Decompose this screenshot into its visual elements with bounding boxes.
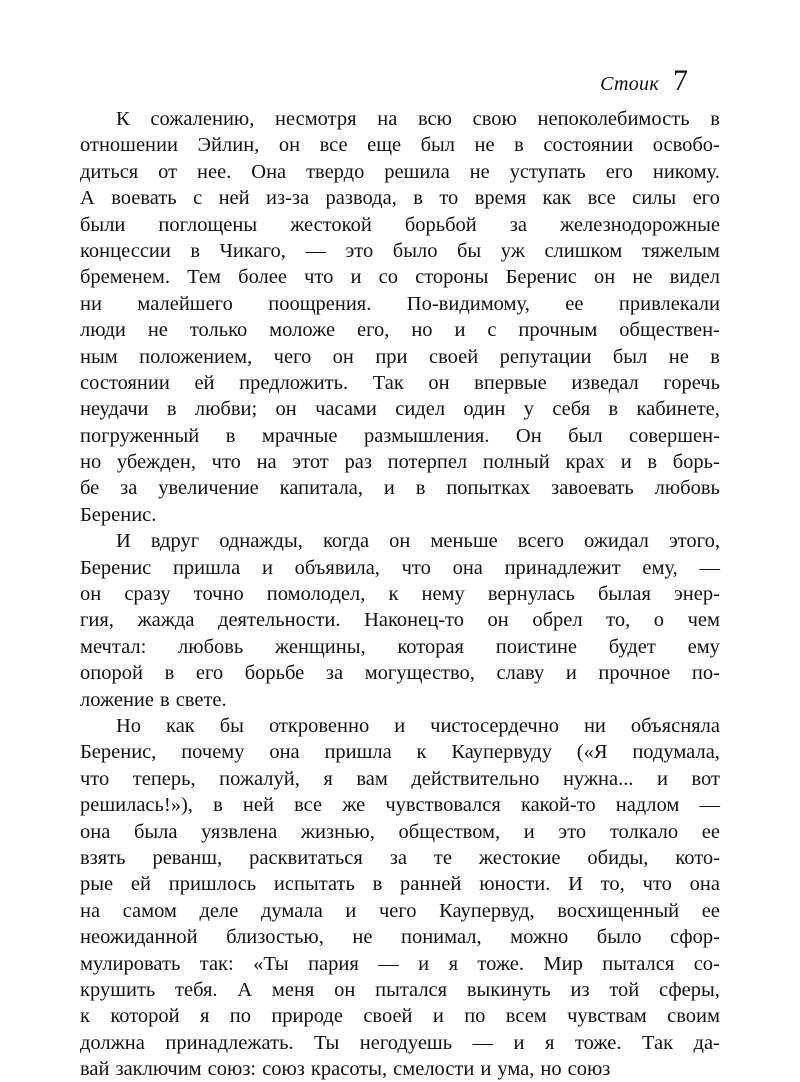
text-line: бременем. Тем более что и со стороны Беренис он не видел bbox=[80, 266, 720, 289]
text-line: крушить тебя. А меня он пытался выкинуть из той сферы, bbox=[80, 978, 720, 1001]
text-line: И вдруг однажды, когда он меньше всего ожидал этого, bbox=[116, 530, 720, 553]
text-line: А воевать с ней из-за развода, в то время как все силы его bbox=[80, 187, 720, 210]
text-line: опорой в его борьбе за могущество, славу и прочное по- bbox=[80, 662, 720, 685]
text-line: погруженный в мрачные размышления. Он был совершен- bbox=[80, 424, 720, 447]
paragraph bbox=[80, 713, 720, 1082]
text-line: гия, жажда деятельности. Наконец-то он обрел то, о чем bbox=[80, 609, 720, 632]
text-line: концессии в Чикаго, — это было бы уж слишком тяжелым bbox=[80, 239, 720, 262]
body-text bbox=[80, 106, 720, 1082]
text-line: Беренис пришла и объявила, что она принадлежит ему, — bbox=[80, 556, 720, 579]
text-line: мечтал: любовь женщины, которая поистине будет ему bbox=[80, 635, 720, 658]
text-line: ложение в свете. bbox=[80, 688, 227, 711]
text-line: мулировать так: «Ты пария — и я тоже. Мир пытался со- bbox=[80, 952, 720, 975]
text-line: должна принадлежать. Ты негодуешь — и я тоже. Так да- bbox=[80, 1031, 720, 1054]
text-line: она была уязвлена жизнью, обществом, и это толкало ее bbox=[80, 820, 720, 843]
text-line: рые ей пришлось испытать в ранней юности. И то, что она bbox=[80, 873, 720, 896]
text-line: отношении Эйлин, он все еще был не в состоянии освобо- bbox=[80, 134, 720, 157]
text-line: К сожалению, несмотря на всю свою непоколебимость в bbox=[116, 108, 720, 130]
text-line: бе за увеличение капитала, и в попытках завоевать любовь bbox=[80, 477, 720, 500]
text-line: люди не только моложе его, но и с прочным обществен- bbox=[80, 319, 720, 342]
paragraph bbox=[80, 528, 720, 713]
text-line: ным положением, чего он при своей репутации был не в bbox=[80, 345, 720, 368]
text-line: решилась!»), в ней все же чувствовался какой-то надлом — bbox=[80, 794, 720, 817]
text-line: диться от нее. Она твердо решила не уступать его никому. bbox=[80, 160, 720, 183]
text-line: неожиданной близостью, не понимал, можно было сфор- bbox=[80, 926, 720, 949]
text-line: но убежден, что на этот раз потерпел полный крах и в борь- bbox=[80, 451, 720, 474]
running-title: Стоик bbox=[600, 73, 659, 95]
text-line: ни малейшего поощрения. По-видимому, ее привлекали bbox=[80, 292, 720, 315]
text-line: состоянии ей предложить. Так он впервые изведал горечь bbox=[80, 371, 720, 394]
text-line: к которой я по природе своей и по всем чувствам своим bbox=[80, 1005, 720, 1028]
text-line: на самом деле думала и чего Каупервуд, восхищенный ее bbox=[80, 899, 720, 922]
page-number: 7 bbox=[673, 64, 688, 97]
text-line: неудачи в любви; он часами сидел один у себя в кабинете, bbox=[80, 398, 720, 421]
text-line: Но как бы откровенно и чистосердечно ни объясняла bbox=[116, 714, 720, 737]
text-line: вай заключим союз: союз красоты, смелости и ума, но союз bbox=[80, 1058, 611, 1081]
text-line: взять реванш, расквитаться за те жестокие обиды, кото- bbox=[80, 846, 720, 869]
paragraph bbox=[80, 106, 720, 528]
text-line: Беренис, почему она пришла к Каупервуду («Я подумала, bbox=[80, 741, 720, 764]
text-line: что теперь, пожалуй, я вам действительно нужна... и вот bbox=[80, 767, 720, 790]
text-line: Беренис. bbox=[80, 503, 157, 526]
text-line: он сразу точно помолодел, к нему вернулась былая энер- bbox=[80, 583, 720, 606]
text-line: были поглощены жестокой борьбой за железнодорожные bbox=[80, 213, 720, 236]
running-head bbox=[600, 66, 688, 96]
